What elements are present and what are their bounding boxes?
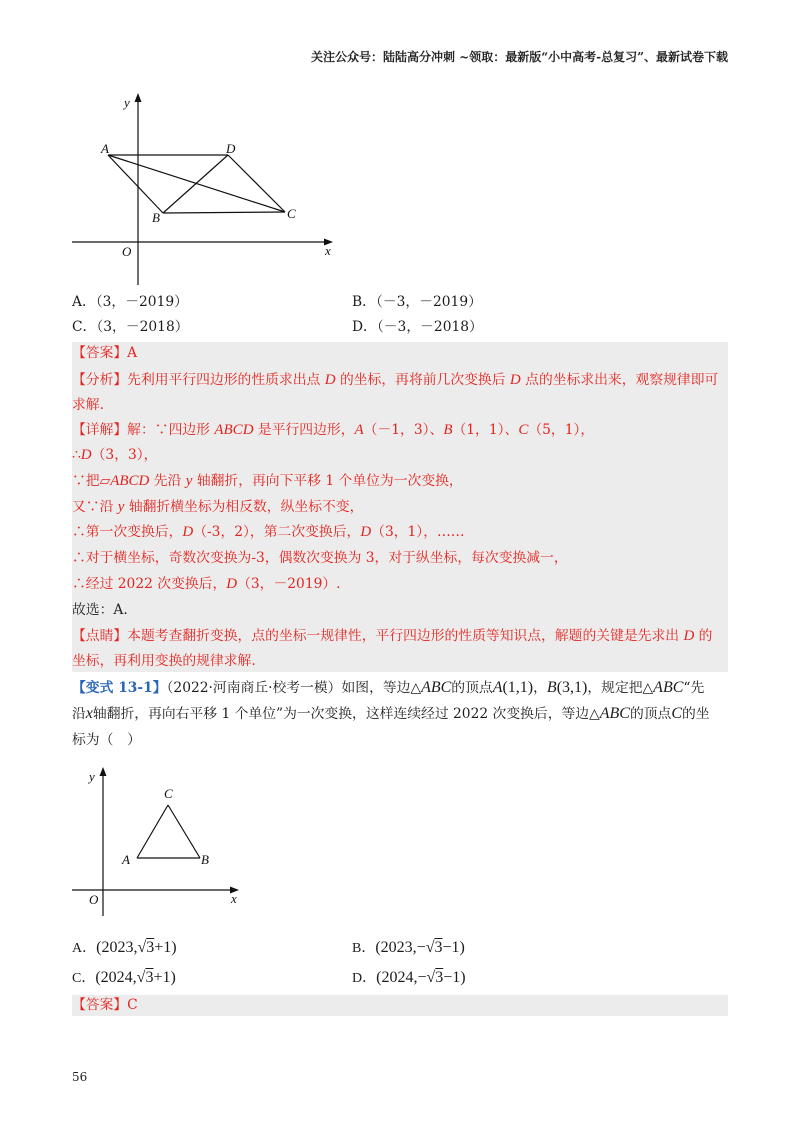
comment-line-2: 坐标，再利用变换的规律求解. xyxy=(72,653,256,669)
math-term: −1) xyxy=(442,939,465,956)
math-variable: D xyxy=(182,524,194,540)
text-run: 的坐 xyxy=(682,706,710,722)
variant-label: 【变式 13-1】 xyxy=(72,680,167,696)
detail-line-1 xyxy=(72,420,594,440)
radicand: 3 xyxy=(146,939,155,956)
option-b xyxy=(352,937,465,959)
radicand: 3 xyxy=(434,939,443,956)
figure-triangle xyxy=(60,760,250,925)
text-run: 轴翻折横坐标为相反数，纵坐标不变， xyxy=(124,499,364,515)
text-run: B． xyxy=(352,941,376,956)
detail-line-2 xyxy=(72,445,157,465)
math-variable: x xyxy=(85,705,93,722)
text-run: 轴翻折，再向右平移 1 个单位”为一次变换，这样连续经过 2022 次变换后，等边△ xyxy=(92,706,600,722)
text-run: （2022·河南商丘·校考一模）如图，等边△ xyxy=(166,680,422,696)
text-run: （-3，2），第二次变换后， xyxy=(193,524,361,540)
detail-line-3 xyxy=(72,471,463,491)
point-c-label: C xyxy=(287,206,296,221)
math-variable: ABC xyxy=(599,705,630,722)
math-term: (2023,−√ xyxy=(375,939,435,956)
text-run: 沿 xyxy=(72,706,86,722)
math-variable: A xyxy=(354,422,364,438)
option-a xyxy=(72,937,177,959)
variant-question-line-2 xyxy=(72,704,710,724)
x-axis-label: x xyxy=(231,891,237,906)
text-run: D． xyxy=(352,971,377,986)
text-run: 是平行四边形， xyxy=(253,422,355,438)
text-run: 的顶点 xyxy=(629,706,672,722)
x-axis-label: x xyxy=(325,243,331,258)
detail-line-6: ∴对于横坐标，奇数次变换为-3，偶数次变换为 3，对于纵坐标，每次变换减一， xyxy=(72,550,568,566)
text-run: 又∵沿 xyxy=(72,499,118,515)
math-term: (2024,√ xyxy=(95,969,146,986)
figure-parallelogram xyxy=(60,88,350,293)
option-a: A．（3，－2019） xyxy=(72,294,188,310)
math-variable: ABCD xyxy=(110,473,150,489)
math-variable: C xyxy=(671,705,682,722)
math-variable: ABC xyxy=(421,679,452,696)
math-variable: ABCD xyxy=(214,422,254,438)
detail-line-4 xyxy=(72,497,363,517)
answer-line: 【答案】A xyxy=(72,345,138,361)
y-axis-arrow-icon xyxy=(100,767,107,776)
detail-line-7 xyxy=(72,574,341,594)
option-b: B．（－3，－2019） xyxy=(352,294,482,310)
point-a-label: A xyxy=(122,852,130,867)
text-run: A． xyxy=(72,941,97,956)
math-term: −1) xyxy=(443,969,466,986)
radicand: 3 xyxy=(145,969,154,986)
point-b-label: B xyxy=(201,852,209,867)
radicand: 3 xyxy=(435,969,444,986)
math-variable: C xyxy=(518,422,529,438)
math-variable: D xyxy=(509,372,521,388)
point-a-label: A xyxy=(101,141,109,156)
math-variable: B xyxy=(443,422,453,438)
math-term: (3,1) xyxy=(556,679,588,696)
math-variable: A xyxy=(492,679,503,696)
text-run: （3，－2019）. xyxy=(237,576,341,592)
origin-label: O xyxy=(89,892,99,907)
point-d-label: D xyxy=(226,141,236,156)
text-run: ∵把▱ xyxy=(72,473,111,489)
text-run: 【点睛】本题考查翻折变换，点的坐标一规律性，平行四边形的性质等知识点，解题的关键是先求出 xyxy=(72,628,684,644)
text-run: 【详解】解：∵四边形 xyxy=(72,422,215,438)
math-variable: D xyxy=(360,524,372,540)
analysis-line-1 xyxy=(72,370,718,390)
math-term: (2024,−√ xyxy=(376,969,436,986)
text-run: （5，1）， xyxy=(528,422,595,438)
analysis-line-2: 求解. xyxy=(72,397,104,413)
text-run: ， xyxy=(533,680,547,696)
answer-line: 【答案】C xyxy=(72,997,138,1013)
page-number: 56 xyxy=(72,1070,88,1084)
text-run: 【分析】先利用平行四边形的性质求出点 xyxy=(72,372,325,388)
math-variable: B xyxy=(546,679,557,696)
edge-cb xyxy=(163,212,285,213)
comment-line-1 xyxy=(72,626,712,646)
text-run: （1，1）、 xyxy=(452,422,519,438)
math-variable: y xyxy=(185,473,193,489)
text-run: （3，1），…… xyxy=(371,524,465,540)
math-term: (2023,√ xyxy=(96,939,147,956)
point-c-label: C xyxy=(164,786,173,801)
math-variable: y xyxy=(117,499,125,515)
solution-box xyxy=(72,995,728,1016)
solution-box xyxy=(72,342,728,672)
math-variable: D xyxy=(683,628,695,644)
text-run: C． xyxy=(72,971,96,986)
text-run: （－1，3）、 xyxy=(363,422,444,438)
choice-line: 故选：A. xyxy=(72,602,128,618)
y-axis-arrow-icon xyxy=(135,93,142,102)
math-term: +1) xyxy=(153,969,176,986)
text-run: ∴ xyxy=(72,447,81,463)
math-variable: ABC xyxy=(653,679,684,696)
math-term: +1) xyxy=(154,939,177,956)
math-variable: D xyxy=(324,372,336,388)
text-run: “先 xyxy=(683,680,705,696)
text-run: 轴翻折，再向下平移 1 个单位为一次变换， xyxy=(192,473,463,489)
variant-question-line-1 xyxy=(72,678,704,698)
option-d xyxy=(352,967,466,989)
y-axis-label: y xyxy=(89,769,95,784)
text-run: 的 xyxy=(694,628,713,644)
text-run: ∴经过 2022 次变换后， xyxy=(72,576,227,592)
detail-line-5 xyxy=(72,522,465,542)
math-variable: D xyxy=(80,447,92,463)
option-c: C．（3，－2018） xyxy=(72,319,189,335)
variant-question-line-3: 标为（ ） xyxy=(72,732,141,748)
option-c xyxy=(72,967,176,989)
point-b-label: B xyxy=(152,210,160,225)
diagonal-bd xyxy=(163,155,228,213)
option-d: D．（－3，－2018） xyxy=(352,319,483,335)
text-run: （3，3）， xyxy=(91,447,158,463)
edge-bc xyxy=(168,805,200,858)
header-notice: 关注公众号：陆陆高分冲刺 ~领取：最新版“小中高考-总复习”、最新试卷下载 xyxy=(310,50,728,64)
text-run: 点的坐标求出来，观察规律即可 xyxy=(520,372,719,388)
origin-label: O xyxy=(122,244,132,259)
math-term: (1,1) xyxy=(502,679,534,696)
edge-ca xyxy=(137,805,168,858)
text-run: ，规定把△ xyxy=(587,680,654,696)
y-axis-label: y xyxy=(124,95,130,110)
math-variable: D xyxy=(226,576,238,592)
text-run: ∴第一次变换后， xyxy=(72,524,183,540)
text-run: 先沿 xyxy=(149,473,186,489)
text-run: 的坐标，再将前几次变换后 xyxy=(335,372,510,388)
text-run: 的顶点 xyxy=(451,680,493,696)
